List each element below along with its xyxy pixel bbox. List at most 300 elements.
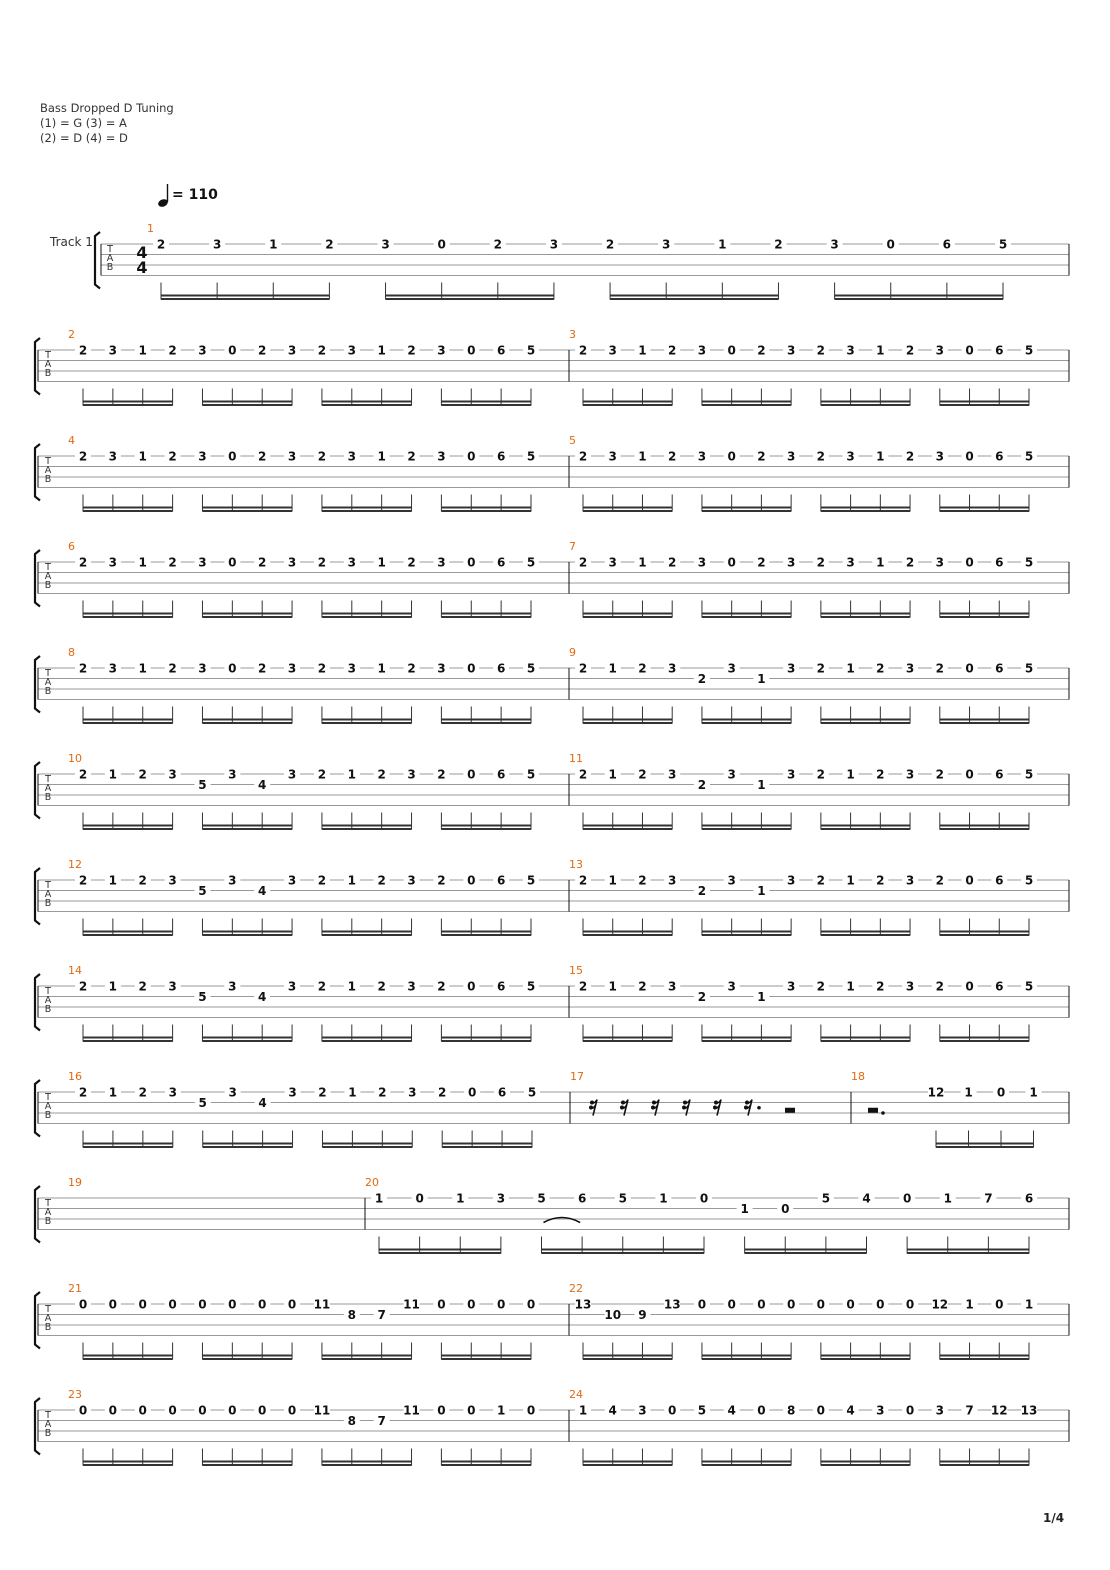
fret-number: 5	[526, 555, 536, 570]
beam-primary	[583, 507, 672, 509]
fret-number: 3	[437, 449, 446, 464]
fret-number: 0	[467, 979, 476, 994]
fret-number: 3	[168, 767, 177, 782]
beam-secondary	[940, 722, 1029, 724]
beam-secondary	[322, 828, 412, 830]
fret-number: 1	[374, 1191, 384, 1206]
fret-number: 2	[816, 555, 826, 570]
beam-primary	[702, 507, 791, 509]
fret-number: 1	[757, 672, 766, 686]
measure-number: 8	[68, 646, 75, 659]
fret-number: 1	[348, 1085, 357, 1100]
beam-primary	[161, 295, 329, 297]
fret-number: 6	[577, 1191, 587, 1206]
fret-number: 3	[168, 979, 177, 994]
beam-secondary	[202, 616, 292, 618]
fret-number: 3	[668, 661, 677, 676]
beam-secondary	[745, 1252, 867, 1254]
fret-number: 1	[269, 237, 278, 252]
fret-number: 5	[537, 1191, 546, 1206]
fret-number: 3	[288, 1085, 297, 1100]
beam-primary	[203, 1143, 293, 1145]
beam-secondary	[821, 616, 910, 618]
fret-number: 6	[496, 555, 506, 570]
sixteenth-rest-icon-dot2	[651, 1106, 655, 1110]
beam-primary	[202, 613, 292, 615]
fret-number: 2	[668, 555, 677, 570]
fret-number: 11	[313, 1297, 331, 1312]
sixteenth-rest-icon-dot	[621, 1101, 625, 1105]
fret-number: 2	[317, 555, 327, 570]
fret-number: 3	[846, 449, 855, 464]
fret-number: 0	[876, 1297, 885, 1312]
fret-number: 6	[496, 449, 506, 464]
sixteenth-rest-icon-dot2	[620, 1106, 624, 1110]
fret-number: 1	[638, 343, 647, 358]
fret-number: 2	[697, 672, 707, 686]
fret-number: 2	[78, 555, 88, 570]
fret-number: 1	[456, 1191, 465, 1206]
fret-number: 5	[526, 873, 536, 888]
beam-primary	[702, 1037, 791, 1039]
tab-clef-letter: T	[45, 880, 51, 891]
fret-number: 3	[407, 873, 416, 888]
fret-number: 3	[496, 1191, 506, 1206]
beam-primary	[202, 931, 292, 933]
beam-primary	[745, 1249, 867, 1251]
fret-number: 2	[697, 778, 707, 792]
beam-secondary	[583, 1464, 672, 1466]
beam-secondary	[702, 934, 791, 936]
fret-number: 8	[786, 1403, 796, 1418]
fret-number: 3	[727, 979, 736, 994]
beam-secondary	[441, 404, 531, 406]
fret-number: 2	[258, 343, 267, 358]
beam-secondary	[542, 1252, 705, 1254]
fret-number: 6	[995, 661, 1004, 676]
fret-number: 1	[846, 979, 855, 994]
beam-primary	[940, 613, 1029, 615]
fret-number: 3	[935, 1403, 944, 1418]
fret-number: 3	[786, 979, 796, 994]
beam-primary	[583, 825, 672, 827]
fret-number: 1	[1029, 1085, 1038, 1100]
fret-number: 2	[258, 449, 267, 464]
fret-number: 3	[437, 661, 446, 676]
fret-number: 2	[78, 343, 88, 358]
beam-secondary	[83, 934, 173, 936]
fret-number: 3	[347, 555, 356, 570]
fret-number: 1	[757, 990, 766, 1004]
fret-number: 2	[668, 343, 677, 358]
measure-number: 7	[569, 540, 576, 553]
fret-number: 2	[78, 1085, 88, 1100]
beam-secondary	[702, 510, 791, 512]
beam-primary	[202, 719, 292, 721]
fret-number: 11	[403, 1297, 420, 1312]
beam-primary	[202, 1355, 292, 1357]
fret-number: 1	[108, 873, 118, 888]
fret-number: 1	[638, 555, 647, 570]
fret-number: 3	[905, 873, 915, 888]
fret-number: 3	[228, 873, 237, 888]
fret-number: 3	[905, 661, 915, 676]
beam-primary	[441, 1355, 531, 1357]
measure-number: 24	[569, 1388, 583, 1401]
fret-number: 6	[995, 449, 1004, 464]
fret-number: 1	[757, 884, 766, 898]
fret-number: 0	[467, 1297, 476, 1312]
fret-number: 11	[403, 1403, 420, 1418]
track-label: Track 1	[50, 235, 93, 249]
beam-secondary	[202, 1464, 292, 1466]
fret-number: 3	[287, 449, 297, 464]
fret-number: 2	[318, 1085, 327, 1100]
beam-primary	[821, 825, 910, 827]
fret-number: 0	[467, 555, 476, 570]
fret-number: 2	[378, 1085, 387, 1100]
fret-number: 3	[786, 767, 796, 782]
fret-number: 7	[965, 1403, 974, 1418]
fret-number: 2	[605, 237, 615, 252]
fret-number: 4	[258, 990, 267, 1004]
beam-secondary	[583, 722, 672, 724]
measure-number: 18	[851, 1070, 865, 1083]
fret-number: 3	[668, 767, 677, 782]
half-rest-icon	[785, 1108, 795, 1113]
beam-primary	[83, 931, 173, 933]
fret-number: 0	[437, 1403, 446, 1418]
fret-number: 7	[984, 1191, 993, 1206]
tab-clef-letter: A	[44, 1207, 52, 1218]
fret-number: 2	[774, 237, 783, 252]
fret-number: 5	[198, 884, 207, 898]
fret-number: 2	[905, 555, 915, 570]
fret-number: 0	[905, 1297, 915, 1312]
fret-number: 7	[377, 1308, 386, 1322]
beam-secondary	[441, 510, 531, 512]
fret-number: 2	[697, 884, 707, 898]
tuning-line-2: (2) = D (4) = D	[40, 131, 128, 145]
beam-primary	[83, 613, 173, 615]
fret-number: 2	[816, 979, 826, 994]
fret-number: 1	[1024, 1297, 1034, 1312]
beam-secondary	[583, 1040, 672, 1042]
tab-clef-letter: T	[45, 1198, 51, 1209]
fret-number: 1	[138, 555, 147, 570]
fret-number: 5	[527, 1085, 537, 1100]
fret-number: 3	[347, 343, 356, 358]
beam-secondary	[386, 298, 554, 300]
fret-number: 0	[699, 1191, 709, 1206]
fret-number: 5	[198, 778, 207, 792]
fret-number: 2	[876, 979, 885, 994]
fret-number: 2	[816, 449, 826, 464]
tab-clef-letter: B	[44, 686, 52, 697]
fret-number: 0	[965, 343, 974, 358]
beam-primary	[542, 1249, 705, 1251]
fret-number: 2	[816, 873, 826, 888]
fret-number: 0	[886, 237, 895, 252]
fret-number: 5	[618, 1191, 627, 1206]
tab-clef-letter: B	[106, 262, 114, 273]
fret-number: 6	[496, 873, 506, 888]
tab-clef-letter: B	[44, 1110, 52, 1121]
fret-number: 2	[317, 661, 327, 676]
fret-number: 1	[964, 1085, 973, 1100]
fret-number: 3	[697, 555, 707, 570]
fret-number: 2	[437, 767, 446, 782]
fret-number: 1	[377, 449, 386, 464]
fret-number: 0	[467, 449, 476, 464]
fret-number: 3	[198, 343, 207, 358]
fret-number: 0	[108, 1297, 118, 1312]
measure-number: 10	[68, 752, 82, 765]
fret-number: 2	[156, 237, 166, 252]
fret-number: 8	[347, 1414, 356, 1428]
beam-primary	[821, 719, 910, 721]
tab-clef-letter: A	[44, 783, 52, 794]
fret-number: 0	[781, 1202, 790, 1216]
fret-number: 3	[108, 449, 118, 464]
measure-number: 19	[68, 1176, 82, 1189]
beam-secondary	[583, 404, 672, 406]
fret-number: 5	[1024, 979, 1034, 994]
measure-number: 20	[365, 1176, 379, 1189]
beam-secondary	[83, 722, 173, 724]
fret-number: 0	[258, 1297, 267, 1312]
fret-number: 3	[381, 237, 390, 252]
fret-number: 2	[578, 767, 588, 782]
fret-number: 2	[78, 767, 88, 782]
fret-number: 3	[287, 555, 297, 570]
fret-number: 3	[727, 767, 736, 782]
fret-number: 1	[347, 873, 356, 888]
beam-secondary	[83, 1146, 173, 1148]
beam-primary	[583, 401, 672, 403]
beam-primary	[322, 1461, 412, 1463]
fret-number: 2	[325, 237, 334, 252]
beam-secondary	[940, 616, 1029, 618]
fret-number: 0	[727, 555, 736, 570]
fret-number: 3	[108, 343, 118, 358]
fret-number: 1	[138, 661, 147, 676]
beam-secondary	[821, 510, 910, 512]
fret-number: 2	[407, 343, 416, 358]
fret-number: 10	[604, 1308, 622, 1322]
fret-number: 0	[228, 343, 237, 358]
beam-secondary	[83, 616, 173, 618]
fret-number: 2	[258, 555, 267, 570]
beam-secondary	[821, 828, 910, 830]
beam-secondary	[583, 616, 672, 618]
fret-number: 2	[317, 343, 327, 358]
fret-number: 5	[198, 1096, 207, 1110]
fret-number: 3	[347, 449, 356, 464]
beam-primary	[441, 613, 531, 615]
beam-primary	[702, 1355, 791, 1357]
fret-number: 2	[578, 873, 588, 888]
fret-number: 0	[78, 1403, 88, 1418]
rest-dot	[757, 1106, 761, 1110]
beam-secondary	[441, 934, 531, 936]
tab-clef-letter: T	[45, 1410, 51, 1421]
beam-primary	[702, 401, 791, 403]
fret-number: 5	[1024, 343, 1034, 358]
fret-number: 5	[1024, 449, 1034, 464]
fret-number: 2	[816, 661, 826, 676]
beam-primary	[322, 825, 412, 827]
fret-number: 5	[526, 343, 536, 358]
fret-number: 3	[108, 555, 118, 570]
beam-primary	[583, 1461, 672, 1463]
fret-number: 1	[608, 979, 617, 994]
fret-number: 6	[1024, 1191, 1034, 1206]
fret-number: 2	[876, 767, 885, 782]
fret-number: 4	[862, 1191, 871, 1206]
fret-number: 13	[1020, 1403, 1038, 1418]
beam-secondary	[83, 828, 173, 830]
fret-number: 3	[437, 555, 446, 570]
beam-primary	[442, 1143, 532, 1145]
beam-secondary	[322, 404, 412, 406]
fret-number: 3	[407, 979, 416, 994]
fret-number: 2	[905, 343, 915, 358]
beam-secondary	[161, 298, 329, 300]
fret-number: 3	[198, 661, 207, 676]
fret-number: 6	[995, 767, 1004, 782]
fret-number: 0	[78, 1297, 88, 1312]
tab-clef-letter: T	[45, 456, 51, 467]
beam-secondary	[702, 616, 791, 618]
fret-number: 3	[608, 343, 617, 358]
fret-number: 5	[526, 661, 536, 676]
fret-number: 0	[467, 343, 476, 358]
tab-clef-letter: A	[44, 1313, 52, 1324]
beam-primary	[83, 719, 173, 721]
fret-number: 0	[727, 1297, 736, 1312]
tab-clef-letter: B	[44, 580, 52, 591]
fret-number: 1	[943, 1191, 952, 1206]
tab-clef-letter: B	[44, 1428, 52, 1439]
beam-primary	[940, 507, 1029, 509]
beam-secondary	[322, 722, 412, 724]
fret-number: 9	[638, 1308, 647, 1322]
fret-number: 5	[526, 767, 536, 782]
fret-number: 4	[727, 1403, 736, 1418]
beam-secondary	[83, 1464, 173, 1466]
beam-primary	[702, 719, 791, 721]
beam-primary	[83, 825, 173, 827]
beam-primary	[583, 1037, 672, 1039]
beam-primary	[83, 1037, 173, 1039]
fret-number: 5	[821, 1191, 831, 1206]
fret-number: 4	[846, 1403, 855, 1418]
measure-number: 6	[68, 540, 75, 553]
beam-primary	[202, 507, 292, 509]
fret-number: 2	[168, 555, 177, 570]
fret-number: 11	[313, 1403, 331, 1418]
tab-clef-letter: T	[45, 562, 51, 573]
fret-number: 2	[138, 1085, 148, 1100]
fret-number: 1	[965, 1297, 974, 1312]
fret-number: 1	[496, 1403, 506, 1418]
beam-primary	[610, 295, 778, 297]
fret-number: 2	[876, 661, 885, 676]
eighth-rest-icon-dot2	[744, 1106, 748, 1110]
sixteenth-rest-icon-dot2	[682, 1106, 686, 1110]
fret-number: 0	[415, 1191, 424, 1206]
beam-secondary	[202, 1358, 292, 1360]
fret-number: 3	[905, 767, 915, 782]
tab-clef-letter: B	[44, 1322, 52, 1333]
fret-number: 0	[816, 1297, 826, 1312]
fret-number: 3	[608, 449, 617, 464]
fret-number: 2	[407, 449, 416, 464]
fret-number: 2	[757, 555, 766, 570]
beam-secondary	[441, 828, 531, 830]
fret-number: 0	[437, 237, 446, 252]
fret-number: 3	[935, 555, 944, 570]
fret-number: 1	[718, 237, 727, 252]
fret-number: 3	[407, 767, 416, 782]
beam-primary	[322, 1143, 412, 1145]
measure-number: 3	[569, 328, 576, 341]
fret-number: 1	[138, 343, 147, 358]
fret-number: 0	[965, 449, 974, 464]
beam-primary	[441, 507, 531, 509]
fret-number: 3	[786, 343, 796, 358]
fret-number: 3	[638, 1403, 647, 1418]
fret-number: 0	[697, 1297, 707, 1312]
fret-number: 0	[287, 1297, 297, 1312]
fret-number: 3	[198, 555, 207, 570]
beam-primary	[583, 931, 672, 933]
tab-clef-letter: T	[45, 1092, 51, 1103]
fret-number: 3	[876, 1403, 885, 1418]
beam-primary	[441, 1461, 531, 1463]
measure-number: 16	[68, 1070, 82, 1083]
fret-number: 2	[437, 873, 446, 888]
fret-number: 1	[608, 661, 617, 676]
beam-primary	[386, 295, 554, 297]
beam-primary	[940, 719, 1029, 721]
sixteenth-rest-icon-dot2	[589, 1106, 593, 1110]
fret-number: 3	[168, 873, 177, 888]
fret-number: 2	[317, 767, 327, 782]
fret-number: 1	[876, 555, 885, 570]
beam-primary	[940, 401, 1029, 403]
beam-secondary	[821, 404, 910, 406]
fret-number: 1	[138, 449, 147, 464]
beam-primary	[441, 931, 531, 933]
fret-number: 3	[727, 661, 736, 676]
beam-secondary	[441, 1464, 531, 1466]
fret-number: 0	[228, 449, 237, 464]
fret-number: 2	[138, 979, 147, 994]
fret-number: 1	[659, 1191, 668, 1206]
tab-clef-letter: A	[106, 253, 114, 264]
beam-secondary	[83, 1358, 173, 1360]
beam-primary	[83, 1461, 173, 1463]
tab-clef-letter: A	[44, 995, 52, 1006]
fret-number: 12	[927, 1085, 945, 1100]
fret-number: 3	[846, 555, 855, 570]
fret-number: 1	[108, 979, 118, 994]
beam-secondary	[583, 510, 672, 512]
fret-number: 1	[876, 449, 885, 464]
beam-secondary	[202, 934, 292, 936]
